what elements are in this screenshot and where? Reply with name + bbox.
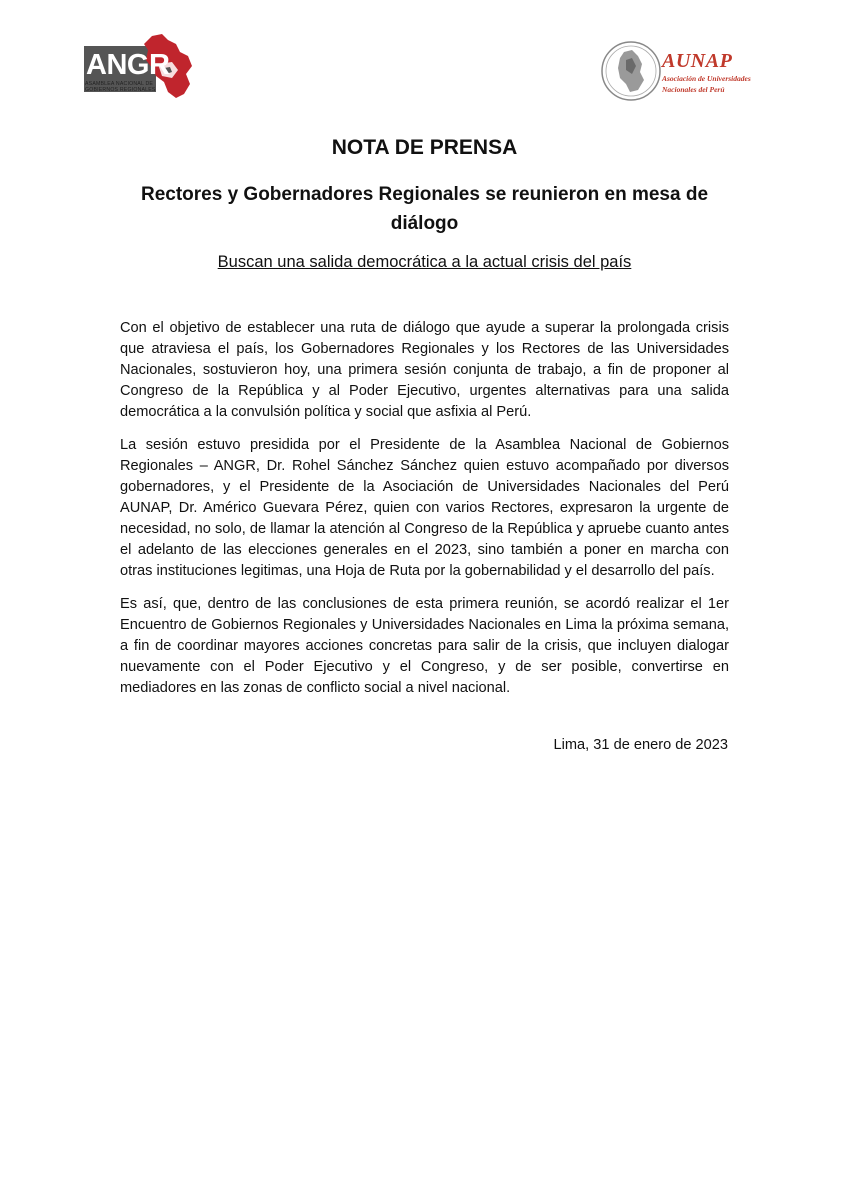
body-paragraph: La sesión estuvo presidida por el Presidente de la Asamblea Nacional de Gobiernos Regionales – ANGR, Dr. Rohel Sánchez Sánchez quien estuvo acompañado por diversos gobernadores, y el Presidente de la Asociación de Universidades Nacionales del Perú AUNAP, Dr. Américo Guevara Pérez, quien con varios Rectores, expresaron la urgente de necesidad, no solo, de llamar la atención al Congreso de la República y apruebe cuanto antes el adelanto de las elecciones generales en el 2023, sino también a poner en marcha con otras instituciones legitimas, una Hoja de Ruta por la gobernabilidad y el desarrollo del país. (120, 437, 729, 579)
body-paragraph: Es así, que, dentro de las conclusiones de esta primera reunión, se acordó realizar el 1er Encuentro de Gobiernos Regionales y Universidades Nacionales en Lima la próxima semana, a fin de coordinar mayores acciones concretas para salir de la crisis, que incluyen dialogar nuevamente con el Poder Ejecutivo y el Congreso, y de ser posible, convertirse en mediadores en las zonas de conflicto social a nivel nacional. (120, 596, 729, 696)
press-release-title: Rectores y Gobernadores Regionales se reunieron en mesa de diálogo (140, 184, 709, 234)
press-release-body (120, 318, 729, 711)
angr-acronym: ANGR (86, 49, 170, 81)
aunap-name: AUNAP (662, 50, 733, 72)
angr-logo (84, 34, 194, 104)
aunap-subtitle-line1: Asociación de Universidades (662, 74, 751, 83)
aunap-seal-icon (600, 40, 662, 102)
press-release-subtitle: Buscan una salida democrática a la actual crisis del país (217, 253, 632, 271)
press-release-heading: NOTA DE PRENSA (331, 136, 518, 159)
body-paragraph: Con el objetivo de establecer una ruta de diálogo que ayude a superar la prolongada crisis que atraviesa el país, los Gobernadores Regionales y los Rectores de las Universidades Nacionales, sostuvieron hoy, una primera sesión conjunta de trabajo, a fin de proponer al Congreso de la República y al Poder Ejecutivo, urgentes alternativas para una salida democrática a la convulsión política y social que asfixia al Perú. (120, 320, 729, 420)
aunap-subtitle-line2: Nacionales del Perú (662, 85, 725, 94)
angr-subtitle: ASAMBLEA NACIONAL DE GOBIERNOS REGIONALES (85, 81, 156, 93)
aunap-logo (600, 40, 770, 104)
date-signoff: Lima, 31 de enero de 2023 (553, 737, 728, 753)
